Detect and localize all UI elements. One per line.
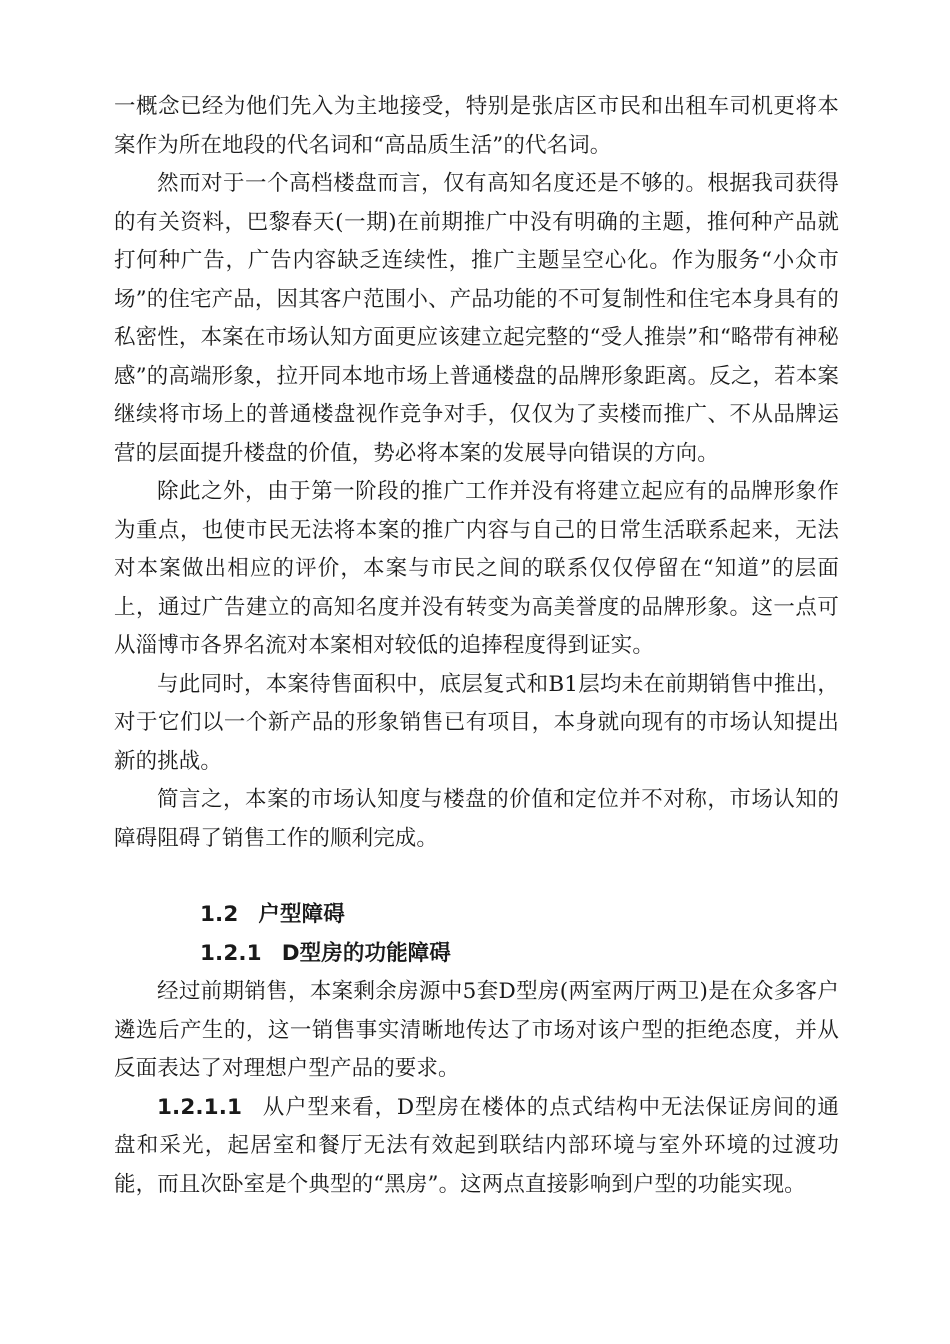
paragraph-brand-positioning: 然而对于一个高档楼盘而言，仅有高知名度还是不够的。根据我司获得的有关资料，巴黎春天(一期)在前期推广中没有明确的主题，推何种产品就打何种广告，广告内容缺乏连续性，推广主题呈空心化。作为服务“小众市场”的住宅产品，因其客户范围小、产品功能的不可复制性和住宅本身具有的私密性，本案在市场认知方面更应该建立起完整的“受人推崇”和“略带有神秘感”的高端形象，拉开同本地市场上普通楼盘的品牌形象距离。反之，若本案继续将市场上的普通楼盘视作竞争对手，仅仅为了卖楼而推广、不从品牌运营的层面提升楼盘的价值，势必将本案的发展导向错误的方向。 — [114, 171, 839, 466]
subsection-heading — [114, 935, 839, 974]
paragraph-summary: 简言之，本案的市场认知度与楼盘的价值和定位并不对称，市场认知的障碍阻碍了销售工作的顺利完成。 — [114, 787, 839, 851]
section-heading — [114, 896, 839, 935]
item-number: 1.2.1.1 — [157, 1094, 243, 1120]
subsection-title: D型房的功能障碍 — [281, 940, 451, 966]
subsection-number: 1.2.1 — [200, 940, 262, 966]
section-title: 户型障碍 — [258, 902, 345, 927]
paragraph-d-type-sales: 经过前期销售，本案剩余房源中5套D型房(两室两厅两卫)是在众多客户遴选后产生的，这一销售事实清晰地传达了市场对该户型的拒绝态度，并从反面表达了对理想户型产品的要求。 — [114, 979, 839, 1081]
paragraph-new-products: 与此同时，本案待售面积中，底层复式和B1层均未在前期销售中推出，对于它们以一个新产品的形象销售已有项目，本身就向现有的市场认知提出新的挑战。 — [114, 671, 839, 774]
paragraph-brand-image: 除此之外，由于第一阶段的推广工作并没有将建立起应有的品牌形象作为重点，也使市民无法将本案的推广内容与自己的日常生活联系起来，无法对本案做出相应的评价，本案与市民之间的联系仅仅停留在“知道”的层面上，通过广告建立的高知名度并没有转变为高美誉度的品牌形象。这一点可从淄博市各界名流对本案相对较低的追捧程度得到证实。 — [114, 479, 839, 658]
item-text: 从户型来看，D型房在楼体的点式结构中无法保证房间的通盘和采光，起居室和餐厅无法有效起到联结内部环境与室外环境的过渡功能，而且次卧室是个典型的“黑房”。这两点直接影响到户型的功能实现。 — [114, 1094, 839, 1197]
section-number: 1.2 — [200, 902, 239, 927]
item-paragraph — [114, 1089, 839, 1205]
paragraph-continuation: 一概念已经为他们先入为主地接受，特别是张店区市民和出租车司机更将本案作为所在地段的代名词和“高品质生活”的代名词。 — [114, 94, 839, 158]
section-spacer — [114, 858, 839, 896]
document-body — [114, 88, 839, 1204]
